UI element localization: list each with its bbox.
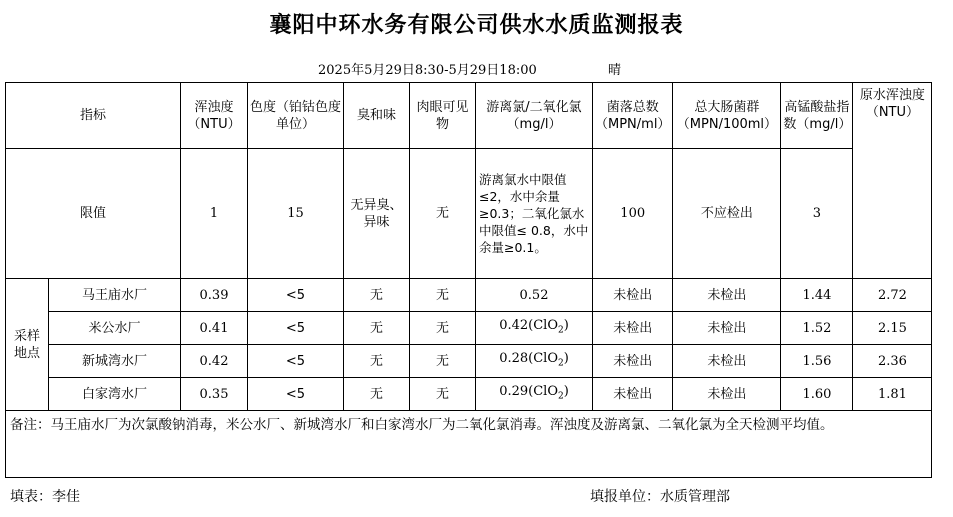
- cell-color: <5: [248, 345, 344, 378]
- cell-permanganate: 1.60: [781, 378, 853, 411]
- table-row: [6, 345, 932, 378]
- chlorine-value: 0.52: [519, 287, 549, 303]
- cell-permanganate: 1.52: [781, 312, 853, 345]
- limit-label: 限值: [6, 149, 181, 279]
- report-title: 襄阳中环水务有限公司供水水质监测报表: [269, 13, 684, 38]
- cell-turbidity: 0.42: [181, 345, 248, 378]
- header-turbidity: 浑浊度（NTU）: [181, 83, 248, 149]
- header-row: [6, 83, 932, 149]
- filler: 填表：李佳: [10, 489, 80, 505]
- cell-visible: 无: [410, 345, 476, 378]
- subscript: 2: [557, 325, 564, 336]
- cell-raw-turbidity: 2.72: [853, 279, 932, 312]
- chlorine-suffix: ): [563, 383, 569, 399]
- cell-raw-turbidity: 2.36: [853, 345, 932, 378]
- limit-chlorine: 游离氯水中限值 ≤2，水中余量≥0.3；二氧化氯水中限值≤ 0.8，水中余量≥0.1。: [476, 149, 593, 279]
- weather: 晴: [608, 63, 622, 78]
- date-range: 2025年5月29日8:30-5月29日18:00: [318, 63, 537, 78]
- header-chlorine: 游离氯/二氧化氯（mg/l）: [476, 83, 593, 149]
- site-name: 新城湾水厂: [49, 345, 181, 378]
- cell-odor: 无: [344, 345, 410, 378]
- header-indicator: 指标: [6, 83, 181, 149]
- chlorine-suffix: ): [563, 350, 569, 366]
- cell-coliform: 未检出: [673, 279, 781, 312]
- header-colony: 菌落总数（MPN/ml）: [593, 83, 673, 149]
- cell-visible: 无: [410, 312, 476, 345]
- cell-colony: 未检出: [593, 312, 673, 345]
- header-permanganate: 高锰酸盐指数（mg/l）: [781, 83, 853, 149]
- subscript: 2: [557, 391, 564, 402]
- cell-visible: 无: [410, 378, 476, 411]
- water-quality-table: [5, 82, 932, 478]
- limit-color: 15: [248, 149, 344, 279]
- cell-odor: 无: [344, 378, 410, 411]
- cell-raw-turbidity: 2.15: [853, 312, 932, 345]
- limit-turbidity: 1: [181, 149, 248, 279]
- cell-chlorine: [476, 345, 593, 378]
- cell-chlorine: [476, 279, 593, 312]
- limit-visible: 无: [410, 149, 476, 279]
- header-visible: 肉眼可见物: [410, 83, 476, 149]
- cell-turbidity: 0.39: [181, 279, 248, 312]
- cell-odor: 无: [344, 279, 410, 312]
- cell-chlorine: [476, 312, 593, 345]
- cell-colony: 未检出: [593, 345, 673, 378]
- note: 备注：马王庙水厂为次氯酸钠消毒，米公水厂、新城湾水厂和白家湾水厂为二氧化氯消毒。浑浊度及游离氯、二氧化氯为全天检测平均值。: [6, 411, 932, 478]
- cell-turbidity: 0.41: [181, 312, 248, 345]
- sample-label: 采样地点: [6, 279, 49, 411]
- table-row: [6, 279, 932, 312]
- cell-color: <5: [248, 279, 344, 312]
- site-name: 马王庙水厂: [49, 279, 181, 312]
- cell-colony: 未检出: [593, 378, 673, 411]
- chlorine-value: 0.42(ClO: [499, 317, 558, 333]
- header-color: 色度（铂钴色度单位）: [248, 83, 344, 149]
- limit-colony: 100: [593, 149, 673, 279]
- cell-colony: 未检出: [593, 279, 673, 312]
- cell-coliform: 未检出: [673, 378, 781, 411]
- reporting-unit: 填报单位：水质管理部: [590, 489, 730, 505]
- cell-permanganate: 1.56: [781, 345, 853, 378]
- cell-visible: 无: [410, 279, 476, 312]
- subscript: 2: [557, 358, 564, 369]
- table-row: [6, 312, 932, 345]
- cell-odor: 无: [344, 312, 410, 345]
- limit-row: [6, 149, 932, 279]
- table-row: [6, 378, 932, 411]
- cell-color: <5: [248, 378, 344, 411]
- cell-chlorine: [476, 378, 593, 411]
- cell-turbidity: 0.35: [181, 378, 248, 411]
- limit-coliform: 不应检出: [673, 149, 781, 279]
- limit-odor: 无异臭、异味: [344, 149, 410, 279]
- cell-coliform: 未检出: [673, 312, 781, 345]
- cell-raw-turbidity: 1.81: [853, 378, 932, 411]
- site-name: 米公水厂: [49, 312, 181, 345]
- site-name: 白家湾水厂: [49, 378, 181, 411]
- header-coliform: 总大肠菌群（MPN/100ml）: [673, 83, 781, 149]
- header-raw-turbidity: 原水浑浊度（NTU）: [853, 83, 932, 279]
- chlorine-value: 0.29(ClO: [499, 383, 558, 399]
- header-odor: 臭和味: [344, 83, 410, 149]
- cell-coliform: 未检出: [673, 345, 781, 378]
- cell-permanganate: 1.44: [781, 279, 853, 312]
- chlorine-suffix: ): [563, 317, 569, 333]
- limit-permanganate: 3: [781, 149, 853, 279]
- note-row: [6, 411, 932, 478]
- cell-color: <5: [248, 312, 344, 345]
- chlorine-value: 0.28(ClO: [499, 350, 558, 366]
